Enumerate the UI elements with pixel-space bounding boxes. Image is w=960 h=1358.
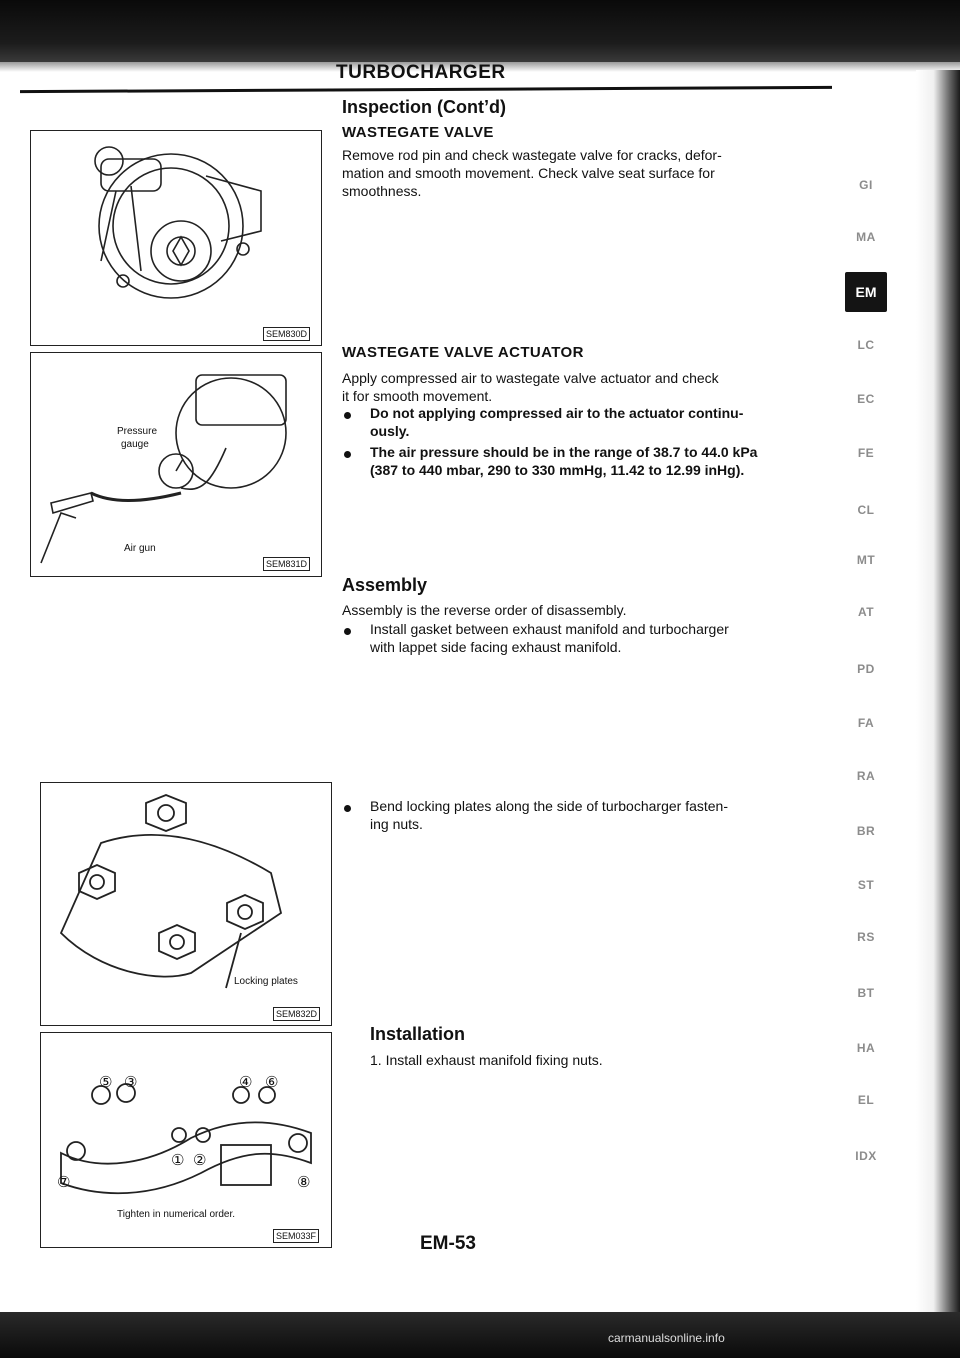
- order-number: ⑥: [265, 1074, 279, 1091]
- order-number: ⑦: [57, 1174, 71, 1191]
- installation-step-1: 1. Install exhaust manifold fixing nuts.: [370, 1052, 603, 1068]
- bullet-icon: [344, 628, 351, 635]
- text-line: Remove rod pin and check wastegate valve for cracks, defor-: [342, 147, 722, 163]
- actuator-bullet-2: [370, 443, 757, 479]
- figure-code: SEM831D: [263, 557, 310, 571]
- text-line: The air pressure should be in the range of 38.7 to 44.0 kPa: [370, 444, 758, 460]
- bullet-icon: [344, 805, 351, 812]
- actuator-bullet-1: [370, 404, 743, 440]
- tab-lc[interactable]: LC: [857, 338, 875, 352]
- tab-gi[interactable]: GI: [859, 178, 873, 192]
- tab-el[interactable]: EL: [857, 1093, 875, 1107]
- scan-bottom-border: [0, 1312, 960, 1358]
- figure-locking-plates: [40, 782, 332, 1026]
- label-pressure: Pressure: [117, 426, 158, 437]
- label-tighten-order: Tighten in numerical order.: [117, 1209, 236, 1220]
- text-line: Install gasket between exhaust manifold and turbocharger: [370, 621, 729, 637]
- actuator-text: [342, 369, 719, 405]
- bullet-icon: [344, 412, 351, 419]
- text-line: it for smooth movement.: [342, 388, 493, 404]
- text-line: (387 to 440 mbar, 290 to 330 mmHg, 11.42 to 12.99 inHg).: [370, 462, 745, 478]
- order-number: ②: [193, 1152, 207, 1169]
- assembly-intro: Assembly is the reverse order of disassembly.: [342, 602, 627, 618]
- figure-turbocharger: [30, 130, 322, 346]
- tab-idx[interactable]: IDX: [855, 1149, 877, 1163]
- text-line: Apply compressed air to wastegate valve actuator and check: [342, 370, 719, 386]
- figure-actuator-test: [30, 352, 322, 577]
- page-number: EM-53: [420, 1233, 476, 1254]
- scan-right-edge: [916, 70, 960, 1312]
- tab-ha[interactable]: HA: [856, 1041, 876, 1055]
- label-locking-plates: Locking plates: [234, 976, 298, 987]
- bullet-icon: [344, 451, 351, 458]
- text-line: ing nuts.: [370, 816, 423, 832]
- tab-rs[interactable]: RS: [857, 930, 875, 944]
- inspection-title: Inspection (Cont’d): [342, 97, 506, 117]
- assembly-bullet-1: [370, 620, 729, 656]
- assembly-title: Assembly: [342, 575, 428, 595]
- tab-mt[interactable]: MT: [856, 553, 876, 567]
- order-number: ⑧: [297, 1174, 311, 1191]
- tab-fe[interactable]: FE: [857, 446, 875, 460]
- wastegate-valve-text: [342, 146, 722, 200]
- watermark: carmanualsonline.info: [608, 1331, 725, 1345]
- tab-ma[interactable]: MA: [856, 230, 876, 244]
- figure-code: SEM830D: [263, 327, 310, 341]
- text-line: ously.: [370, 423, 410, 439]
- text-line: Bend locking plates along the side of turbocharger fasten-: [370, 798, 729, 814]
- actuator-heading: WASTEGATE VALVE ACTUATOR: [342, 344, 584, 361]
- tab-st[interactable]: ST: [857, 878, 875, 892]
- text-line: smoothness.: [342, 183, 422, 199]
- text-line: with lappet side facing exhaust manifold.: [370, 639, 622, 655]
- scan-top-border: [0, 0, 960, 62]
- label-gauge: gauge: [121, 439, 149, 450]
- figure-code: SEM033F: [273, 1229, 319, 1243]
- figure-code: SEM832D: [273, 1007, 320, 1021]
- tab-at[interactable]: AT: [857, 605, 875, 619]
- turbocharger-illustration: [31, 131, 321, 345]
- assembly-bullet-2: [370, 797, 728, 833]
- section-title: TURBOCHARGER: [336, 62, 506, 83]
- text-line: Do not applying compressed air to the actuator continu-: [370, 405, 744, 421]
- text-line: mation and smooth movement. Check valve seat surface for: [342, 165, 715, 181]
- actuator-test-illustration: [31, 353, 321, 576]
- tab-br[interactable]: BR: [856, 824, 876, 838]
- tab-cl[interactable]: CL: [857, 503, 875, 517]
- order-number: ④: [239, 1074, 253, 1091]
- order-number: ①: [171, 1152, 185, 1169]
- tab-pd[interactable]: PD: [857, 662, 875, 676]
- tab-bt[interactable]: BT: [857, 986, 875, 1000]
- tab-ec[interactable]: EC: [857, 392, 875, 406]
- label-air-gun: Air gun: [124, 543, 156, 554]
- tab-fa[interactable]: FA: [857, 716, 875, 730]
- wastegate-valve-heading: WASTEGATE VALVE: [342, 124, 494, 141]
- figure-manifold-order: [40, 1032, 332, 1248]
- tab-em-active[interactable]: EM: [845, 272, 887, 312]
- header-rule: [20, 86, 832, 93]
- installation-title: Installation: [370, 1024, 466, 1044]
- order-number: ③: [124, 1074, 138, 1091]
- locking-plates-illustration: [41, 783, 331, 1025]
- tab-ra[interactable]: RA: [856, 769, 876, 783]
- order-number: ⑤: [99, 1074, 113, 1091]
